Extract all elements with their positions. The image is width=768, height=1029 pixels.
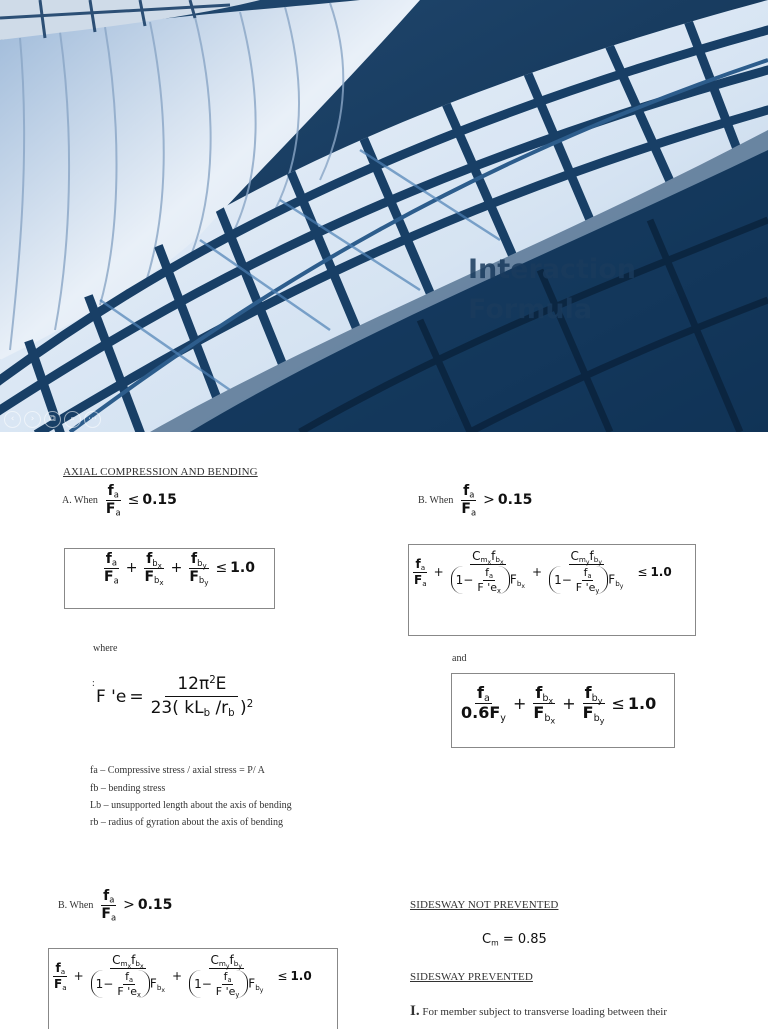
next-slide-icon[interactable]: › [24,411,41,428]
limit-value: 1.0 [627,693,657,713]
cm-sub: m [491,938,499,948]
case-a-condition: A. When $\frac{f_a}{F_a}$ ≤ 0.15 [62,483,177,518]
document-page [0,432,768,1024]
more-options-icon[interactable]: ⋯ [84,411,101,428]
formula-c: $\frac{f_a}{0.6F_y}$ + $\frac{f_{b_x}}{F_{b_x}}$ + $\frac{f_{b_y}}{F_{b_y}}$ ≤ 1.0 [461,683,657,726]
title-slide [0,0,768,432]
fe-denom-sup: 2 [246,698,254,710]
sidesway-not-prevented: SIDESWAY NOT PREVENTED [410,899,559,911]
limit-value: 1.0 [650,565,672,580]
definition-fb: fb – bending stress [90,783,166,794]
fe-denom-close: ) [240,697,247,718]
fe-denom-r: /r [215,697,229,718]
slide-viewer-controls [4,411,101,428]
slide-title-line-2: Formula [468,294,593,325]
slide-title [468,250,636,330]
case-b-label: B. When [58,899,94,911]
limit-value: 0.15 [137,897,173,914]
copy-icon[interactable]: ⧉ [44,411,61,428]
limit-value: 1.0 [290,969,312,984]
formula-b-repeat: $\frac{f_a}{F_a}$ + $C_{m_x}f_{b_x}$ 1− $\frac{f_a}{F 'e_x}$ $F_{b_x}$ + $C_{m_y}f_{b_y}$ 1− $\frac{f_a}{F 'e_y}$ $F_{b_y}$ ≤ 1.0 [54,953,312,999]
fe-e: E [215,674,227,694]
colon: : [92,678,95,689]
case-b-condition-repeat: B. When $\frac{f_a}{F_a}$ > 0.15 [58,888,173,923]
case-a-label: A. When [62,494,98,506]
fe-denom-kl: kL [184,697,204,718]
definition-rb: rb – radius of gyration about the axis of bending [90,817,284,828]
cm-symbol: C [482,932,492,947]
limit-value: 0.15 [142,492,177,509]
definition-fa: fa – Compressive stress / axial stress = P/ A [90,765,265,776]
fa-over-Fa: $\frac{f_a}{F_a}$ [105,483,121,518]
zoom-icon[interactable]: ⌕ [64,411,81,428]
item-i-text: For member subject to transverse loading between their [422,1006,668,1018]
fe-sup: 2 [209,674,216,686]
and-label: and [452,653,467,664]
euler-stress-formula: F 'e = $\frac{12\pi^2E}{23( kL_b /r_b )^2}$ [96,674,254,719]
cm-value: = 0.85 [502,932,547,947]
item-i-number: I. [410,1003,420,1019]
coef: 0.6F [461,702,501,722]
where-label: where [93,643,118,654]
fe-denom-a: 23( [150,697,179,718]
skylight-photo [0,0,768,432]
case-b-condition: B. When $\frac{f_a}{F_a}$ > 0.15 [418,483,533,518]
fe-numerator: 12π [177,674,210,694]
slide-title-line-1: Interaction [468,254,636,285]
formula-a: $\frac{f_a}{F_a}$ + $\frac{f_{b_x}}{F_{b_x}}$ + $\frac{f_{b_y}}{F_{b_y}}$ ≤ 1.0 [104,551,255,588]
fe-symbol: F 'e [96,686,127,707]
limit-value: 0.15 [497,492,533,509]
limit-value: 1.0 [230,560,255,577]
formula-b: $\frac{f_a}{F_a}$ + $C_{m_x}f_{b_x}$ 1− $\frac{f_a}{F 'e_x}$ $F_{b_x}$ + $C_{m_y}f_{b_y}$ 1− $\frac{f_a}{F 'e_y}$ $F_{b_y}$ ≤ 1.0 [414,549,672,595]
definition-lb: Lb – unsupported length about the axis of bending [90,800,292,811]
item-i [410,1003,667,1020]
cm-equation [482,932,547,947]
previous-slide-icon[interactable]: ‹ [4,411,21,428]
case-b-label: B. When [418,494,454,506]
sidesway-prevented: SIDESWAY PREVENTED [410,971,533,983]
section-heading: AXIAL COMPRESSION AND BENDING [63,466,258,478]
